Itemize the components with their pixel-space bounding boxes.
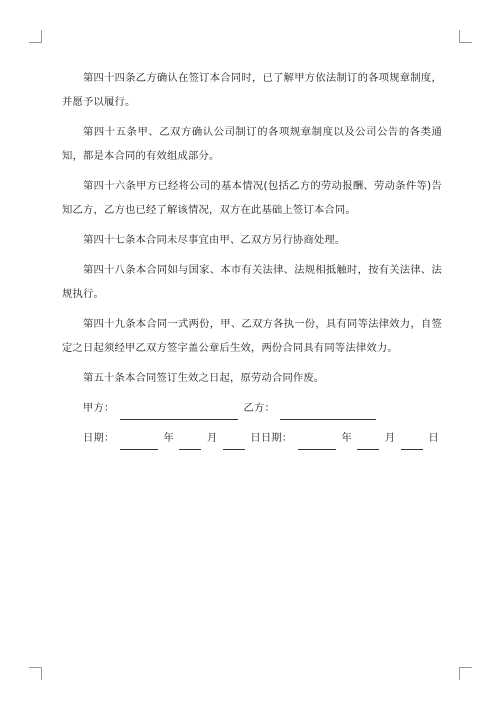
crop-mark-bottom-left bbox=[29, 667, 42, 680]
signature-row bbox=[62, 396, 442, 420]
crop-mark-top-left bbox=[29, 30, 42, 43]
article-48: 第四十八条本合同如与国家、本市有关法律、法规相抵触时，按有关法律、法规执行。 bbox=[62, 264, 442, 300]
article-45: 第四十五条甲、乙双方确认公司制订的各项规章制度以及公司公告的各类通知，都是本合同的有效组成部分。 bbox=[62, 126, 442, 162]
year-blank-b bbox=[298, 433, 336, 450]
year-label-a: 年 bbox=[163, 432, 174, 444]
day-label-b: 日 bbox=[428, 432, 439, 444]
day-blank-a bbox=[223, 433, 245, 450]
day-blank-b bbox=[401, 433, 423, 450]
article-49: 第四十九条本合同一式两份，甲、乙双方各执一份，具有同等法律效力，自签定之日起须经甲乙双方签字盖公章后生效，两份合同具有同等法律效力。 bbox=[62, 318, 442, 354]
month-label-b: 月 bbox=[384, 432, 396, 444]
crop-mark-bottom-right bbox=[459, 667, 472, 680]
year-blank-a bbox=[120, 433, 158, 450]
date-label-a: 日期： bbox=[83, 432, 115, 444]
month-blank-a bbox=[179, 433, 201, 450]
day-and-date-label: 日日期： bbox=[250, 432, 293, 444]
party-b-label: 乙方： bbox=[243, 402, 275, 414]
article-44: 第四十四条乙方确认在签订本合同时，已了解甲方依法制订的各项规章制度，并愿予以履行。 bbox=[62, 72, 442, 108]
article-47: 第四十七条本合同未尽事宜由甲、乙双方另行协商处理。 bbox=[83, 234, 346, 246]
month-label-a: 月 bbox=[206, 432, 218, 444]
party-a-label: 甲方： bbox=[83, 402, 115, 414]
party-b-signature-line bbox=[280, 403, 376, 420]
month-blank-b bbox=[357, 433, 379, 450]
crop-mark-top-right bbox=[459, 30, 472, 43]
document-body bbox=[62, 66, 442, 456]
article-50: 第五十条本合同签订生效之日起，原劳动合同作废。 bbox=[83, 372, 325, 384]
party-a-signature-line bbox=[120, 403, 238, 420]
article-46: 第四十六条甲方已经将公司的基本情况(包括乙方的劳动报酬、劳动条件等)告知乙方，乙方也已经了解该情况，双方在此基础上签订本合同。 bbox=[62, 180, 442, 216]
year-label-b: 年 bbox=[341, 432, 352, 444]
date-row bbox=[62, 426, 442, 450]
